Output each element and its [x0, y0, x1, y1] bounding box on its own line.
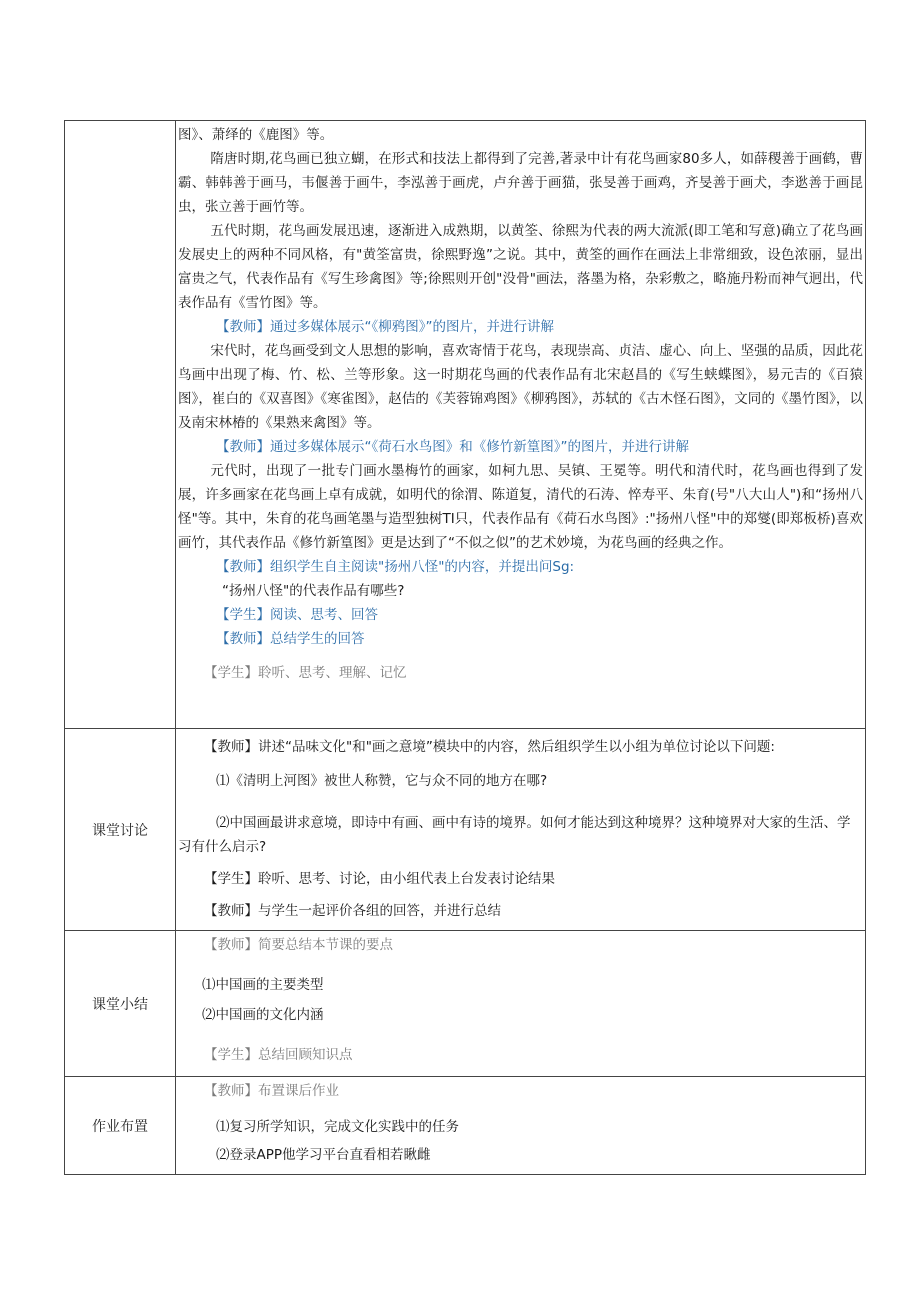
paragraph-yuan-ming-qing: 元代时，出现了一批专门画水墨梅竹的画家，如柯九思、吴镇、王冕等。明代和清代时，花鸟画也得到了发展，许多画家在花鸟画上卓有成就，如明代的徐渭、陈道复，清代的石涛、悴寿平、朱育(号"八大山人")和“扬州八怪"等。其中，朱育的花鸟画笔墨与造型独树TI只，代表作品有《荷石水鸟图》:"扬州八怪"中的郑燮(即郑板桥)喜欢画竹，其代表作品《修竹新篁图》更是达到了“不似之似”的艺术妙境，为花鸟画的经典之作。: [178, 463, 863, 551]
discussion-student-note: 【学生】聆听、思考、讨论，由小组代表上台发表讨论结果: [204, 871, 555, 887]
teacher-note-heshi: 【教师】通过多媒体展示“《荷石水鸟图》和《修竹新篁图》”的图片，并进行讲解: [216, 439, 689, 455]
history-content-cell: [176, 121, 866, 729]
discussion-content-cell: [176, 729, 866, 931]
teacher-note-yangzhou: 【教师】组织学生自主阅读"扬州八怪"的内容，并提出问Sg:: [216, 559, 575, 575]
summary-label: 课堂小结: [65, 931, 176, 1077]
homework-label: 作业布置: [65, 1077, 176, 1175]
discussion-teacher-intro: 【教师】讲述“品味文化"和"画之意境”模块中的内容，然后组织学生以小组为单位讨论以下问题:: [204, 739, 775, 755]
student-note-listen: 【学生】聆听、思考、理解、记忆: [204, 665, 407, 681]
homework-row: [65, 1077, 866, 1175]
paragraph-sui-tang: 隋唐时期,花鸟画已独立蝴，在形式和技法上都得到了完善,著录中计有花鸟画家80多人，如薛稷善于画鹤，曹霸、韩韩善于画马，韦偃善于画牛，李泓善于画虎，卢弁善于画猫，张旻善于画鸡，齐旻善于画犬，李逖善于画昆虫，张立善于画竹等。: [178, 151, 863, 215]
discussion-question-2: ⑵中国画最讲求意境，即诗中有画、画中有诗的境界。如何才能达到这种境界？这种境界对大家的生活、学习有什么启示?: [178, 815, 851, 855]
summary-teacher-note: 【教师】简要总结本节课的要点: [204, 937, 393, 953]
homework-task-1: ⑴复习所学知识，完成文化实践中的任务: [216, 1119, 459, 1135]
homework-content-cell: [176, 1077, 866, 1175]
paragraph-intro-tail: 图》、萧绎的《鹿图》等。: [178, 127, 334, 143]
summary-point-1: ⑴中国画的主要类型: [202, 977, 324, 993]
teacher-note-liuya: 【教师】通过多媒体展示“《柳鸦图》”的图片，并进行讲解: [216, 319, 554, 335]
summary-student-note: 【学生】总结回顾知识点: [204, 1047, 353, 1063]
discussion-question-1: ⑴《清明上河图》被世人称赞，它与众不同的地方在哪?: [216, 773, 548, 789]
history-row: [65, 121, 866, 729]
homework-task-2: ⑵登录APP他学习平台直看相若瞅雌: [216, 1147, 431, 1163]
paragraph-song: 宋代时，花鸟画受到文人思想的影响，喜欢寄情于花鸟，表现崇高、贞洁、虚心、向上、坚强的品质，因此花鸟画中出现了梅、竹、松、兰等形象。这一时期花鸟画的代表作品有北宋赵昌的《写生蛱蝶图》，易元吉的《百猿图》，崔白的《双喜图》《寒雀图》，赵佶的《芙蓉锦鸡图》《柳鸦图》，苏轼的《古木怪石图》，文同的《墨竹图》，以及南宋林椿的《果熟来禽图》等。: [178, 343, 863, 431]
summary-content-cell: [176, 931, 866, 1077]
discussion-teacher-wrapup: 【教师】与学生一起评价各组的回答，并进行总结: [204, 903, 501, 919]
discussion-row: [65, 729, 866, 931]
discussion-label: 课堂讨论: [65, 729, 176, 931]
question-yangzhou: “扬州八怪"的代表作品有哪些?: [222, 583, 405, 599]
paragraph-five-dynasties: 五代时期，花鸟画发展迅速，逐渐进入成熟期，以黄筌、徐熙为代表的两大流派(即工笔和写意)确立了花鸟画发展史上的两种不同风格，有"黄筌富贵，徐熙野逸”之说。其中，黄筌的画作在画法上非常细致，设色浓丽，显出富贵之气，代表作品有《写生珍禽图》等;徐熙则开创"没骨"画法，落墨为格，杂彩敷之，略施丹粉而神气迥出，代表作品有《雪竹图》等。: [178, 223, 863, 311]
student-note-read: 【学生】阅读、思考、回答: [216, 607, 378, 623]
homework-teacher-note: 【教师】布置课后作业: [204, 1083, 339, 1099]
teacher-note-summarize: 【教师】总结学生的回答: [216, 631, 365, 647]
summary-point-2: ⑵中国画的文化内涵: [202, 1007, 324, 1023]
summary-row: [65, 931, 866, 1077]
lesson-plan-table: [64, 120, 866, 1175]
history-label-cell: [65, 121, 176, 729]
